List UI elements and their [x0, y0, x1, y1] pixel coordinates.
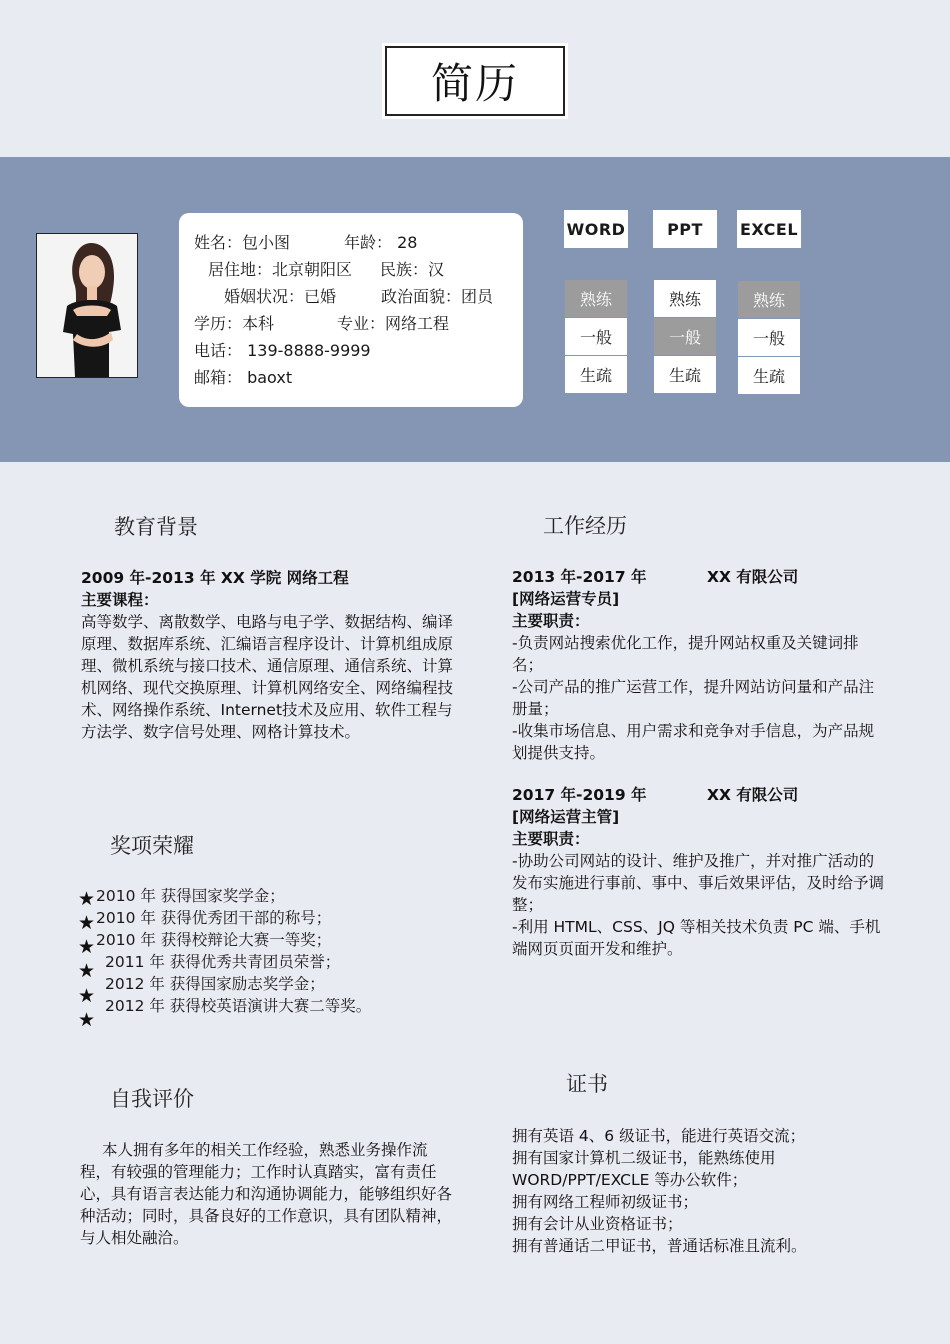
cert-item: 拥有普通话二甲证书，普通话标准且流利。: [512, 1237, 807, 1255]
skill-ppt-level-unfamiliar: 生疏: [654, 356, 716, 393]
education-heading: 教育背景: [114, 515, 198, 539]
education-entry-title: 2009 年-2013 年 XX 学院 网络工程: [81, 569, 349, 587]
star-icon: ★: [78, 960, 96, 982]
profile-residence: 居住地：北京朝阳区: [208, 260, 353, 279]
profile-age: 年龄： 28: [344, 233, 418, 252]
education-courses-label: 主要课程：: [81, 591, 159, 609]
star-icon: ★: [78, 888, 96, 910]
job-period: 2013 年-2017 年: [512, 568, 647, 586]
skill-excel-level-proficient: 熟练: [738, 281, 800, 318]
skill-ppt-level-average: 一般: [654, 318, 716, 355]
job-duty: -收集市场信息、用户需求和竞争对手信息，为产品规划提供支持。: [512, 722, 875, 762]
star-icon: ★: [78, 912, 96, 934]
star-icon: ★: [78, 936, 96, 958]
award-item: 2010 年 获得校辩论大赛一等奖；: [96, 931, 332, 949]
profile-ethnicity: 民族：汉: [380, 260, 445, 279]
awards-heading: 奖项荣耀: [110, 834, 194, 858]
self-eval-text: 本人拥有多年的相关工作经验，熟悉业务操作流程，有较强的管理能力；工作时认真踏实，富有责任心，具有语言表达能力和沟通协调能力，能够组织好各种活动；同时，具备良好的工作意识，具有团队精神，与人相处融洽。: [80, 1141, 453, 1247]
skill-word-label: WORD: [564, 210, 628, 248]
star-icon: ★: [78, 985, 96, 1007]
cert-item: 拥有网络工程师初级证书；: [512, 1193, 699, 1211]
job-company: XX 有限公司: [707, 786, 799, 804]
cert-item: 拥有会计从业资格证书；: [512, 1215, 683, 1233]
profile-email: 邮箱： baoxt: [194, 368, 293, 387]
job-duty: -利用 HTML、CSS、JQ 等相关技术负责 PC 端、手机端网页页面开发和维护。: [512, 918, 881, 958]
skill-ppt-label: PPT: [653, 210, 717, 248]
job-duty: -公司产品的推广运营工作，提升网站访问量和产品注册量；: [512, 678, 875, 718]
award-item: 2012 年 获得校英语演讲大赛二等奖。: [105, 997, 372, 1015]
skill-word-level-unfamiliar: 生疏: [565, 356, 627, 393]
skill-excel-label: EXCEL: [737, 210, 801, 248]
award-item: 2010 年 获得国家奖学金；: [96, 887, 285, 905]
work-heading: 工作经历: [543, 514, 627, 538]
cert-item: 拥有英语 4、6 级证书，能进行英语交流；: [512, 1127, 806, 1145]
certs-heading: 证书: [566, 1072, 608, 1096]
skill-ppt-level-proficient: 熟练: [654, 280, 716, 317]
job-duties-label: 主要职责：: [512, 830, 590, 848]
resume-title: 简历: [385, 46, 565, 116]
job-duty: -协助公司网站的设计、维护及推广，并对推广活动的发布实施进行事前、事中、事后效果评估，及时给予调整；: [512, 852, 885, 914]
profile-degree: 学历：本科: [194, 314, 275, 333]
job-duties-label: 主要职责：: [512, 612, 590, 630]
job-duty: -负责网站搜索优化工作，提升网站权重及关键词排名；: [512, 634, 859, 674]
award-item: 2012 年 获得国家励志奖学金；: [105, 975, 325, 993]
job-role: [网络运营专员]: [512, 590, 620, 608]
job-period: 2017 年-2019 年: [512, 786, 647, 804]
cert-item: 拥有国家计算机二级证书，能熟练使用 WORD/PPT/EXCLE 等办公软件；: [512, 1149, 776, 1189]
profile-political: 政治面貌：团员: [381, 287, 494, 306]
award-item: 2011 年 获得优秀共青团员荣誉；: [105, 953, 341, 971]
profile-marital: 婚姻状况：已婚: [224, 287, 337, 306]
education-courses: 高等数学、离散数学、电路与电子学、数据结构、编译原理、数据库系统、汇编语言程序设计、计算机组成原理、微机系统与接口技术、通信原理、通信系统、计算机网络、现代交换原理、计算机网络安全、网络编程技术、网络操作系统、Internet技术及应用、软件工程与方法学、数字信号处理、网格计算技术。: [81, 613, 454, 741]
job-company: XX 有限公司: [707, 568, 799, 586]
profile-major: 专业：网络工程: [337, 314, 450, 333]
profile-phone: 电话： 139-8888-9999: [194, 341, 371, 360]
skill-excel-level-average: 一般: [738, 319, 800, 356]
profile-photo: [36, 233, 138, 378]
profile-name: 姓名：包小图: [194, 233, 291, 252]
profile-card: [179, 213, 523, 407]
skill-excel-level-unfamiliar: 生疏: [738, 357, 800, 394]
self-eval-heading: 自我评价: [110, 1087, 194, 1111]
award-item: 2010 年 获得优秀团干部的称号；: [96, 909, 332, 927]
skill-word-level-average: 一般: [565, 318, 627, 355]
star-icon: ★: [78, 1009, 96, 1031]
skill-word-level-proficient: 熟练: [565, 280, 627, 317]
job-role: [网络运营主管]: [512, 808, 620, 826]
